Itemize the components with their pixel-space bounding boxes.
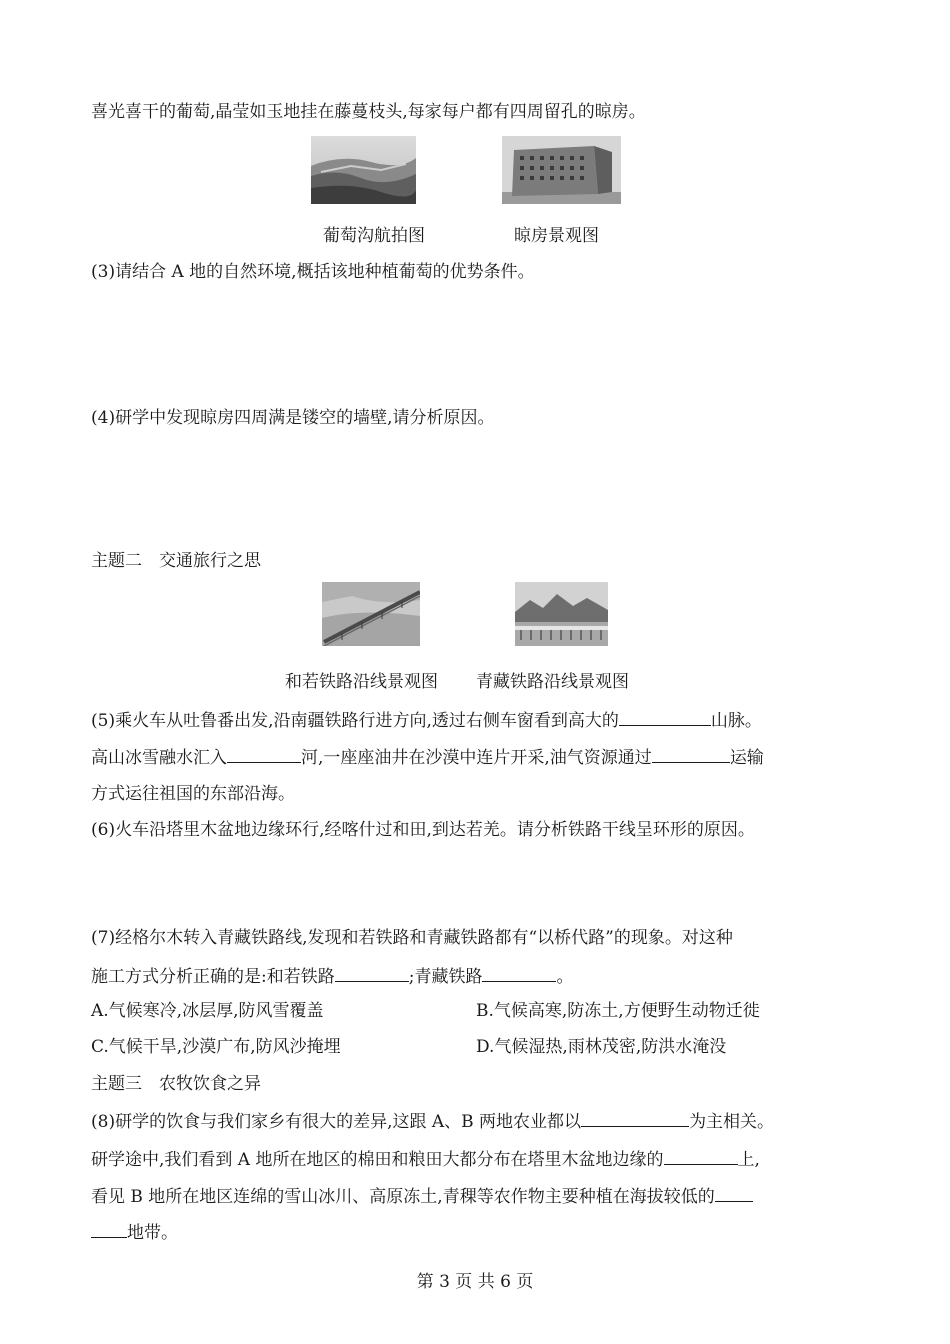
hotan-ruoqiang-railway-photo [322, 582, 420, 646]
question-7-line-1: (7)经格尔木转入青藏铁路线,发现和若铁路和青藏铁路都有“以桥代路”的现象。对这种 [91, 928, 733, 948]
answer-blank-valley-part-1[interactable] [715, 1183, 753, 1202]
question-6: (6)火车沿塔里木盆地边缘环行,经喀什过和田,到达若羌。请分析铁路干线呈环形的原因。 [91, 820, 755, 840]
drying-house-photo [502, 136, 621, 204]
question-5-line-3: 方式运往祖国的东部沿海。 [91, 784, 295, 804]
question-4: (4)研学中发现晾房四周满是镂空的墙壁,请分析原因。 [91, 408, 495, 428]
question-5-line-2 [91, 744, 764, 770]
question-5-text-a: (5)乘火车从吐鲁番出发,沿南疆铁路行进方向,透过右侧车窗看到高大的 [91, 711, 619, 731]
question-8-text-b: 为主相关。 [689, 1112, 775, 1132]
answer-blank-oasis[interactable] [664, 1146, 738, 1165]
question-7-line-2 [91, 963, 573, 989]
section-heading-theme-2: 主题二 交通旅行之思 [91, 551, 261, 571]
qinghai-tibet-railway-photo [515, 582, 608, 646]
option-c[interactable]: C.气候干旱,沙漠广布,防风沙掩埋 [91, 1037, 341, 1057]
figure-caption-grape-valley: 葡萄沟航拍图 [323, 226, 425, 246]
figure-caption-qinghai-tibet: 青藏铁路沿线景观图 [476, 672, 629, 692]
question-8-line-3 [91, 1183, 753, 1209]
answer-blank-river[interactable] [227, 744, 301, 763]
page-footer: 第 3 页 共 6 页 [416, 1272, 534, 1292]
section-heading-theme-3: 主题三 农牧饮食之异 [91, 1074, 261, 1094]
question-8-text-d: 上, [737, 1150, 760, 1170]
grape-valley-aerial-photo [311, 136, 416, 204]
option-a[interactable]: A.气候寒冷,冰层厚,防风雪覆盖 [91, 1001, 324, 1021]
question-7-text-b: ;青藏铁路 [408, 967, 483, 987]
option-b[interactable]: B.气候高寒,防冻土,方便野生动物迁徙 [476, 1001, 760, 1021]
question-8-text-a: (8)研学的饮食与我们家乡有很大的差异,这跟 A、B 两地农业都以 [91, 1112, 582, 1132]
question-8-line-4 [91, 1219, 178, 1245]
answer-blank-valley-part-2[interactable] [91, 1219, 127, 1238]
question-7-text-a: 施工方式分析正确的是:和若铁路 [91, 967, 335, 987]
answer-blank-hotan-ruoqiang[interactable] [335, 963, 409, 982]
figure-caption-hotan-ruoqiang: 和若铁路沿线景观图 [285, 672, 438, 692]
question-7-text-c: 。 [556, 967, 574, 987]
answer-blank-qinghai-tibet[interactable] [482, 963, 556, 982]
question-5-text-e: 运输 [729, 748, 764, 768]
question-8-text-f: 地带。 [127, 1223, 178, 1243]
intro-text: 喜光喜干的葡萄,晶莹如玉地挂在藤蔓枝头,每家每户都有四周留孔的晾房。 [91, 102, 646, 122]
question-5-text-d: 河,一座座油井在沙漠中连片开采,油气资源通过 [301, 748, 652, 768]
question-8-text-e: 看见 B 地所在地区连绵的雪山冰川、高原冻土,青稞等农作物主要种植在海拔较低的 [91, 1187, 715, 1207]
option-d[interactable]: D.气候湿热,雨林茂密,防洪水淹没 [476, 1037, 727, 1057]
question-8-line-2 [91, 1146, 760, 1172]
question-3: (3)请结合 A 地的自然环境,概括该地种植葡萄的优势条件。 [91, 262, 535, 282]
question-5-line-1 [91, 707, 762, 733]
figure-caption-drying-house: 晾房景观图 [514, 226, 599, 246]
question-8-line-1 [91, 1108, 774, 1134]
question-5-text-b: 山脉。 [710, 711, 762, 731]
answer-blank-mountain[interactable] [619, 707, 711, 726]
answer-blank-agriculture-type[interactable] [581, 1108, 689, 1127]
question-5-text-c: 高山冰雪融水汇入 [91, 748, 227, 768]
answer-blank-transport[interactable] [652, 744, 730, 763]
question-8-text-c: 研学途中,我们看到 A 地所在地区的棉田和粮田大都分布在塔里木盆地边缘的 [91, 1150, 664, 1170]
